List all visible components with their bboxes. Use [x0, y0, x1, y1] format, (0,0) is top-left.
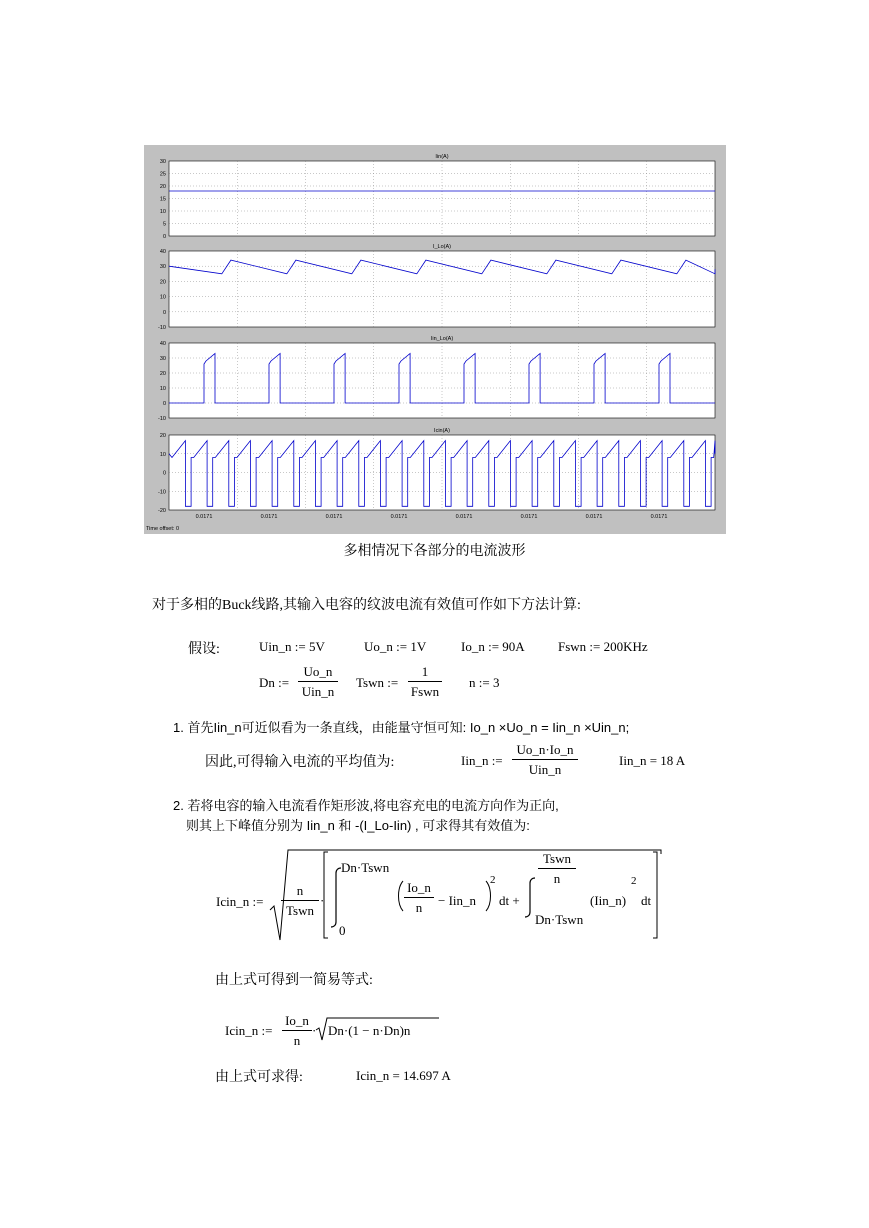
panel-title: I_Lo(A): [432, 244, 452, 250]
y-tick-label: 10: [159, 451, 166, 458]
dt-plus: dt +: [499, 893, 520, 908]
plot-area: [169, 251, 715, 327]
step1-text: 1. 首先Iin_n可近似看为一条直线，由能量守恒可知: Io_n ×Uo_n = Iin_n ×Uin_n;: [173, 720, 630, 735]
iin-lhs: Iin_n :=: [461, 753, 503, 768]
int2-upper-den: n: [553, 871, 561, 886]
x-tick-label: 0.0171: [650, 514, 668, 520]
y-tick-label: 30: [159, 356, 166, 362]
y-tick-label: 20: [159, 433, 166, 439]
y-tick-label: 10: [159, 386, 166, 392]
iin-fraction: [512, 742, 578, 778]
simple-dot: ·: [312, 1023, 317, 1038]
simple-num: Io_n: [285, 1013, 309, 1028]
y-tick-label: 10: [159, 294, 166, 301]
y-tick-label: 0: [162, 234, 166, 240]
simple-fraction: [282, 1013, 312, 1049]
y-tick-label: 0: [162, 309, 166, 316]
tswn-den: Fswn: [410, 684, 440, 699]
y-tick-label: -20: [158, 508, 166, 514]
y-tick-label: -10: [158, 416, 166, 422]
y-tick-label: 15: [159, 196, 166, 203]
dn-num: Uo_n: [303, 664, 333, 679]
mult-dot: ·: [320, 893, 325, 908]
y-tick-label: 40: [159, 249, 166, 255]
panel-title: Iin(A): [435, 154, 449, 160]
panel-title: Iin_Lo(A): [430, 336, 454, 342]
int1-minus: − Iin_n: [438, 893, 477, 908]
int1-square: 2: [490, 874, 496, 886]
x-tick-label: 0.0171: [390, 514, 408, 520]
y-tick-label: 5: [162, 221, 166, 228]
tswn-num: 1: [421, 664, 429, 679]
dn-lhs: Dn :=: [259, 675, 290, 690]
x-tick-label: 0.0171: [585, 514, 603, 520]
result-label: 由上式可求得:: [215, 1070, 303, 1085]
y-tick-label: 20: [159, 184, 166, 190]
dn-fraction: [298, 664, 338, 700]
y-tick-label: 40: [159, 341, 166, 347]
y-tick-label: 10: [159, 209, 166, 215]
n-def: n := 3: [469, 675, 500, 690]
int1-fraction: [404, 880, 434, 916]
iin-den: Uin_n: [528, 762, 562, 777]
x-tick-label: 0.0171: [455, 514, 473, 520]
int2-dt: dt: [641, 893, 652, 908]
y-tick-label: 30: [159, 264, 166, 271]
simple-label: 由上式可得到一简易等式:: [215, 973, 373, 988]
simple-den: n: [293, 1033, 301, 1048]
int1-upper: Dn·Tswn: [341, 860, 390, 875]
intro-sentence: 对于多相的Buck线路,其输入电容的纹波电流有效值可作如下方法计算:: [152, 598, 581, 613]
y-tick-label: 20: [159, 279, 166, 286]
int1-lower: 0: [339, 923, 346, 938]
icin-outer-fraction: [281, 883, 319, 919]
y-tick-label: -10: [158, 325, 166, 331]
icin-lhs: Icin_n :=: [216, 894, 264, 909]
y-tick-label: 0: [162, 470, 166, 477]
y-tick-label: 25: [159, 171, 166, 178]
int2-upper-fraction: [538, 851, 576, 887]
assume-label: 假设:: [188, 642, 220, 657]
int1-frac-num: Io_n: [407, 880, 431, 895]
tswn-fraction: [408, 664, 442, 700]
x-tick-label: 0.0171: [325, 514, 343, 520]
result-value: Icin_n = 14.697 A: [356, 1068, 451, 1083]
y-tick-label: 30: [159, 159, 166, 165]
int1-frac-den: n: [415, 900, 423, 915]
y-tick-label: -10: [158, 489, 166, 496]
int2-square: 2: [631, 875, 637, 887]
step2-line1: 2. 若将电容的输入电流看作矩形波,将电容充电的电流方向作为正向,: [173, 798, 559, 813]
icin-f-num: n: [296, 883, 304, 898]
icin-f-den: Tswn: [286, 903, 314, 918]
iin-value: Iin_n = 18 A: [619, 753, 686, 768]
uin-def: Uin_n := 5V: [259, 639, 325, 654]
x-tick-label: 0.0171: [260, 514, 278, 520]
y-tick-label: 20: [159, 371, 166, 377]
fswn-def: Fswn := 200KHz: [558, 639, 648, 654]
time-offset-label: Time offset: 0: [146, 526, 180, 532]
tswn-lhs: Tswn :=: [356, 675, 399, 690]
x-tick-label: 0.0171: [195, 514, 213, 520]
step2-line2: 则其上下峰值分别为 Iin_n 和 -(I_Lo-Iin) , 可求得其有效值为:: [186, 818, 530, 833]
iin-num: Uo_n·Io_n: [516, 742, 574, 757]
simple-root: Dn·(1 − n·Dn)n: [328, 1023, 411, 1038]
int2-body: (Iin_n): [590, 893, 627, 908]
int2-upper-num: Tswn: [543, 851, 571, 866]
uo-def: Uo_n := 1V: [364, 639, 427, 654]
y-tick-label: 0: [162, 401, 166, 407]
step1-sub: 因此,可得输入电流的平均值为:: [205, 755, 395, 770]
x-tick-label: 0.0171: [520, 514, 538, 520]
int2-lower: Dn·Tswn: [535, 912, 584, 927]
dn-den: Uin_n: [301, 684, 335, 699]
simple-lhs: Icin_n :=: [225, 1023, 273, 1038]
figure-caption: 多相情况下各部分的电流波形: [343, 544, 526, 559]
intro-text: [152, 594, 581, 614]
panel-title: Icin(A): [434, 428, 450, 434]
scope-figure: [144, 145, 726, 534]
io-def: Io_n := 90A: [461, 639, 525, 654]
